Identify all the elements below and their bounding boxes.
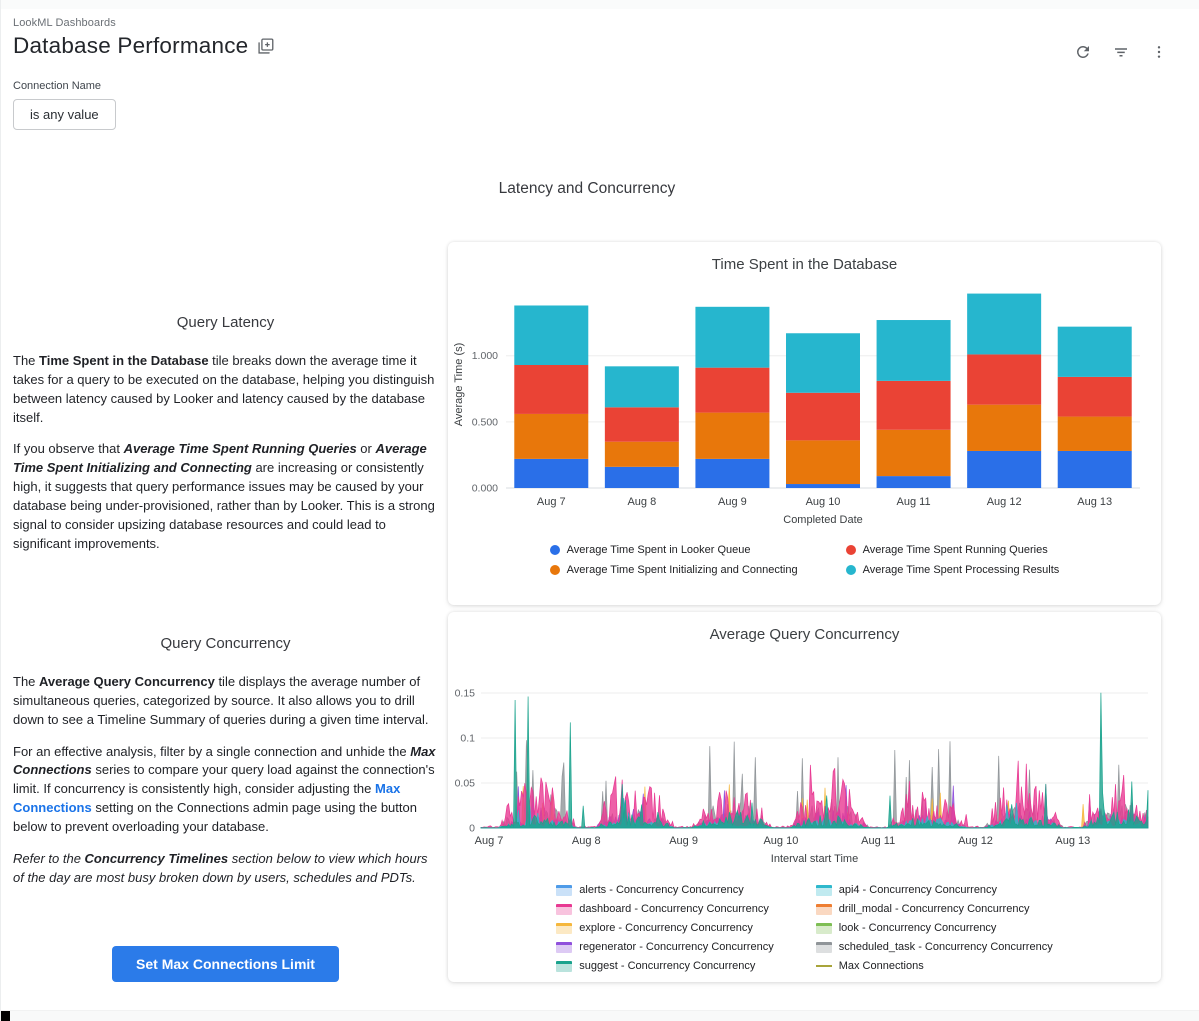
x-axis-title: Completed Date — [783, 514, 863, 526]
bar-segment[interactable] — [605, 467, 679, 488]
x-axis-tick-label: Aug 9 — [669, 835, 698, 847]
y-axis-tick-label: 0 — [469, 822, 475, 835]
time-spent-chart-card — [448, 242, 1161, 605]
legend-label: drill_modal - Concurrency Concurrency — [838, 903, 1030, 915]
x-axis-tick-label: Aug 8 — [627, 496, 657, 508]
paragraph: For an effective analysis, filter by a single connection and unhide the Max Connections series to compare your query load against the connection's limit. If concurrency is consistently high, consider adjusting the Max Connections setting on the Connections admin page using the button below to prevent overloading your database. — [13, 743, 436, 834]
legend-swatch — [550, 565, 560, 575]
y-axis-tick-label: 0.000 — [471, 482, 498, 495]
legend-label: Average Time Spent Initializing and Connecting — [566, 564, 798, 576]
y-axis-tick-label: 0.05 — [454, 777, 475, 790]
bottom-strip — [1, 1010, 1199, 1021]
legend-label: dashboard - Concurrency Concurrency — [579, 903, 769, 915]
legend-item[interactable] — [846, 564, 1060, 576]
max-connections-link[interactable]: Max Connections — [13, 781, 401, 816]
bar-segment[interactable] — [786, 393, 860, 441]
legend-swatch — [816, 942, 832, 953]
legend-swatch — [556, 961, 572, 972]
filter-label: Connection Name — [13, 80, 102, 92]
legend-swatch — [816, 965, 832, 967]
y-axis-tick-label: 0.15 — [454, 687, 475, 700]
y-axis-title: Average Time (s) — [453, 342, 465, 427]
x-axis-tick-label: Aug 7 — [536, 496, 566, 508]
legend-swatch — [846, 565, 856, 575]
bar-segment[interactable] — [1058, 451, 1132, 488]
x-axis-tick-label: Aug 7 — [474, 835, 504, 847]
bar-segment[interactable] — [1058, 327, 1132, 377]
breadcrumb[interactable]: LookML Dashboards — [13, 17, 116, 29]
legend-label: suggest - Concurrency Concurrency — [579, 960, 756, 972]
chart-legend — [448, 544, 1161, 576]
bar-segment[interactable] — [1058, 417, 1132, 451]
bar-segment[interactable] — [695, 459, 769, 488]
bar-segment[interactable] — [786, 484, 860, 488]
query-concurrency-chart-card — [448, 612, 1161, 982]
legend-item[interactable] — [550, 564, 798, 576]
bar-segment[interactable] — [514, 365, 588, 414]
refresh-icon[interactable] — [1073, 42, 1093, 62]
paragraph: The Time Spent in the Database tile breaks down the average time it takes for a query to be executed on the database, helping you distinguish between latency caused by Looker and latency caused by the database itself. — [13, 353, 435, 425]
x-axis-tick-label: Aug 10 — [763, 835, 799, 847]
bar-segment[interactable] — [877, 430, 951, 476]
bar-segment[interactable] — [605, 442, 679, 467]
x-axis-tick-label: Aug 9 — [718, 496, 747, 508]
x-axis-title: Interval start Time — [770, 853, 859, 865]
bar-segment[interactable] — [877, 381, 951, 430]
x-axis-tick-label: Aug 13 — [1055, 835, 1091, 847]
page-title: Database Performance — [13, 33, 249, 58]
bar-segment[interactable] — [605, 407, 679, 441]
x-axis-tick-label: Aug 12 — [986, 496, 1022, 508]
header-actions — [1073, 42, 1169, 62]
query-concurrency-area-chart[interactable] — [448, 643, 1161, 873]
legend-label: api4 - Concurrency Concurrency — [838, 884, 998, 896]
bar-segment[interactable] — [1058, 377, 1132, 417]
legend-swatch — [556, 904, 572, 915]
chart-legend — [448, 884, 1161, 972]
kebab-menu-icon[interactable] — [1149, 42, 1169, 62]
legend-label: alerts - Concurrency Concurrency — [579, 884, 744, 896]
legend-label: Max Connections — [838, 960, 924, 972]
bar-segment[interactable] — [967, 294, 1041, 355]
paragraph: Refer to the Concurrency Timelines section below to view which hours of the day are most busy broken down by users, schedules and PDTs. — [13, 850, 428, 885]
bar-segment[interactable] — [786, 333, 860, 393]
x-axis-tick-label: Aug 13 — [1077, 496, 1113, 508]
legend-item[interactable] — [556, 960, 773, 972]
legend-item[interactable] — [556, 941, 773, 953]
legend-item[interactable] — [816, 884, 1053, 896]
tile-title: Query Concurrency — [160, 635, 291, 652]
x-axis-tick-label: Aug 12 — [958, 835, 993, 847]
render-artifact — [1, 1011, 10, 1021]
bar-segment[interactable] — [605, 366, 679, 407]
filter-icon[interactable] — [1111, 42, 1131, 62]
bar-segment[interactable] — [695, 368, 769, 413]
connection-name-filter[interactable]: is any value — [13, 99, 116, 130]
query-latency-text-tile — [13, 242, 438, 605]
legend-swatch — [816, 923, 832, 934]
legend-item[interactable] — [550, 544, 798, 556]
bar-segment[interactable] — [967, 354, 1041, 404]
legend-swatch — [816, 885, 832, 896]
x-axis-tick-label: Aug 11 — [861, 835, 896, 847]
dashboard-header — [1, 0, 1199, 59]
legend-label: Average Time Spent in Looker Queue — [566, 544, 751, 556]
bar-segment[interactable] — [967, 451, 1041, 488]
bar-segment[interactable] — [877, 320, 951, 381]
chart-title: Average Query Concurrency — [709, 626, 900, 643]
y-axis-tick-label: 0.1 — [460, 732, 475, 745]
x-axis-tick-label: Aug 10 — [805, 496, 841, 508]
add-to-dashboard-icon[interactable] — [257, 38, 274, 55]
bar-segment[interactable] — [514, 305, 588, 365]
legend-swatch — [846, 545, 856, 555]
bar-segment[interactable] — [695, 413, 769, 459]
legend-item[interactable] — [846, 544, 1060, 556]
paragraph: The Average Query Concurrency tile displays the average number of simultaneous queries, categorized by source. It also allows you to drill down to see a Timeline Summary of queries during a given time interval. — [13, 674, 429, 727]
legend-label: scheduled_task - Concurrency Concurrency — [838, 941, 1053, 953]
legend-swatch — [556, 942, 572, 953]
legend-item[interactable] — [816, 903, 1053, 915]
paragraph: If you observe that Average Time Spent Running Queries or Average Time Spent Initializing and Connecting are increasing or consistently high, it suggests that query performance issues may be caused by your database being under-provisioned, rather than by Looker. This is a strong signal to consider upsizing database resources and could lead to significant improvements. — [13, 441, 435, 551]
legend-item[interactable] — [816, 922, 1053, 934]
legend-swatch — [816, 904, 832, 915]
bar-segment[interactable] — [786, 440, 860, 484]
legend-swatch — [556, 923, 572, 934]
legend-label: explore - Concurrency Concurrency — [579, 922, 753, 934]
legend-label: look - Concurrency Concurrency — [838, 922, 997, 934]
section-title: Latency and Concurrency — [498, 180, 676, 197]
time-spent-stacked-bar-chart[interactable] — [448, 273, 1161, 531]
y-axis-tick-label: 1.000 — [471, 350, 498, 363]
bar-segment[interactable] — [967, 405, 1041, 451]
filter-bar — [13, 80, 1199, 130]
legend-item[interactable] — [556, 884, 773, 896]
x-axis-tick-label: Aug 8 — [571, 835, 601, 847]
bar-segment[interactable] — [695, 307, 769, 368]
legend-item[interactable] — [556, 903, 773, 915]
chart-title: Time Spent in the Database — [711, 256, 898, 273]
legend-item[interactable] — [816, 941, 1053, 953]
tile-title: Query Latency — [176, 314, 275, 331]
x-axis-tick-label: Aug 11 — [896, 496, 931, 508]
query-concurrency-text-tile — [13, 612, 438, 982]
legend-label: regenerator - Concurrency Concurrency — [579, 941, 774, 953]
legend-label: Average Time Spent Running Queries — [862, 544, 1048, 556]
bar-segment[interactable] — [514, 414, 588, 459]
legend-swatch — [550, 545, 560, 555]
bar-segment[interactable] — [514, 459, 588, 488]
bar-segment[interactable] — [877, 476, 951, 488]
set-max-connections-button[interactable]: Set Max Connections Limit — [112, 946, 339, 982]
y-axis-tick-label: 0.500 — [471, 416, 498, 429]
dashboard-grid — [13, 242, 1199, 982]
legend-item[interactable] — [556, 922, 773, 934]
legend-swatch — [556, 885, 572, 896]
legend-item[interactable] — [816, 960, 1053, 972]
legend-label: Average Time Spent Processing Results — [862, 564, 1060, 576]
